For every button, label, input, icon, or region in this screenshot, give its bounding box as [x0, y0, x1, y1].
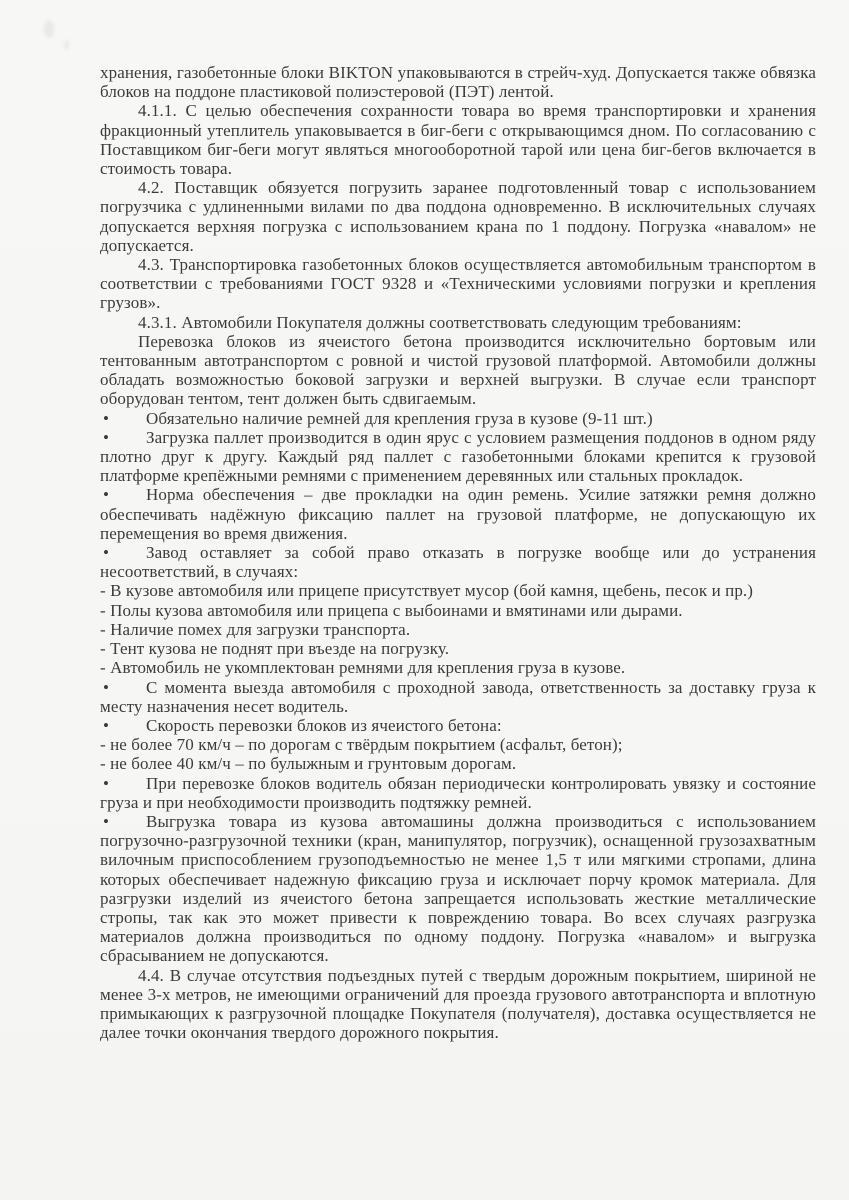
bullet-icon: • — [103, 543, 110, 563]
dash-item: - не более 40 км/ч – по булыжным и грунтовым дорогам. — [100, 754, 517, 774]
bullet-item — [100, 812, 816, 966]
clause-4-3-1: 4.3.1. Автомобили Покупателя должны соответствовать следующим требованиям: — [138, 312, 742, 332]
bullet-icon: • — [103, 408, 110, 428]
dash-item: - Автомобиль не укомплектован ремнями для крепления груза в кузове. — [100, 658, 626, 678]
dash-item: - Наличие помех для загрузки транспорта. — [100, 619, 411, 639]
bullet-item-text: Завод оставляет за собой право отказать в погрузке вообще или до устранения несоответствий, в случаях: — [100, 543, 816, 582]
paragraph-continued: хранения, газобетонные блоки BIKTON упаковываются в стрейч-худ. Допускается также обвязка блоков на поддоне пластиковой полиэстеровой (ПЭТ) лентой. — [100, 63, 816, 102]
scan-smudge — [64, 40, 69, 50]
clause-4-1-1: 4.1.1. С целью обеспечения сохранности товара во время транспортировки и хранения фракционный утеплитель упаковывается в биг-беги с открывающимся дном. По согласованию с Поставщиком биг-беги могут являться многооборотной тарой или цена биг-бегов включается в стоимость товара. — [100, 101, 816, 179]
dash-item: - не более 70 км/ч – по дорогам с твёрдым покрытием (асфальт, бетон); — [100, 735, 623, 755]
bullet-icon: • — [103, 677, 110, 697]
document-body — [100, 63, 816, 1042]
bullet-item-text: С момента выезда автомобиля с проходной завода, ответственность за доставку груза к месту назначения несет водитель. — [100, 677, 816, 716]
scan-smudge — [44, 20, 54, 38]
bullet-item — [100, 774, 816, 812]
bullet-item-text: Норма обеспечения – две прокладки на один ремень. Усилие затяжки ремня должно обеспечивать надёжную фиксацию паллет на грузовой платформе, не допускающую их перемещения во время движения. — [100, 485, 816, 543]
bullet-item-text: При перевозке блоков водитель обязан периодически контролировать увязку и состояние груза и при необходимости производить подтяжку ремней. — [100, 773, 816, 812]
paragraph-transport-requirements: Перевозка блоков из ячеистого бетона производится исключительно бортовым или тентованным автотранспортом с ровной и чистой грузовой платформой. Автомобили должны обладать возможностью боковой загрузки и верхней выгрузки. В случае если транспорт оборудован тентом, тент должен быть сдвигаемым. — [100, 331, 816, 409]
clause-4-4: 4.4. В случае отсутствия подъездных путей с твердым дорожным покрытием, шириной не менее 3-х метров, не имеющими ограничений для проезда грузового автотранспорта и вплотную примыкающих к разгрузочной площадке Покупателя (получателя), доставка осуществляется не далее точки окончания твердого дорожного покрытия. — [100, 965, 816, 1043]
bullet-icon: • — [103, 715, 110, 735]
bullet-item — [100, 485, 816, 543]
bullet-icon: • — [103, 773, 110, 793]
bullet-item — [100, 678, 816, 716]
dash-item: - В кузове автомобиля или прицепе присутствует мусор (бой камня, щебень, песок и пр.) — [100, 581, 754, 601]
dash-item: - Тент кузова не поднят при въезде на погрузку. — [100, 639, 450, 659]
bullet-item — [100, 716, 816, 735]
bullet-item-text: Выгрузка товара из кузова автомашины должна производиться с использованием погрузочно-разгрузочной техники (кран, манипулятор, погрузчик), оснащенной грузозахватным вилочным приспособлением грузоподъемностью не менее 1,5 т или мягкими стропами, длина которых обеспечивает надежную фиксацию груза и исключает порчу кромок материала. Для разгрузки изделий из ячеистого бетона запрещается использовать жесткие металлические стропы, так как это может привести к повреждению товара. Во всех случаях разгрузка материалов должна производиться по одному поддону. Погрузка «навалом» и выгрузка сбрасыванием не допускаются. — [100, 811, 816, 966]
bullet-item-text: Скорость перевозки блоков из ячеистого бетона: — [146, 715, 502, 735]
bullet-item — [100, 543, 816, 581]
bullet-item — [100, 409, 816, 428]
dash-item: - Полы кузова автомобиля или прицепа с выбоинами и вмятинами или дырами. — [100, 600, 683, 620]
bullet-icon: • — [103, 811, 110, 831]
bullet-icon: • — [103, 427, 110, 447]
bullet-item-text: Загрузка паллет производится в один ярус с условием размещения поддонов в одном ряду плотно друг к другу. Каждый ряд паллет с газобетонными блоками крепится к грузовой платформе крепёжными ремнями с применением деревянных или стальных прокладок. — [100, 427, 816, 486]
bullet-icon: • — [103, 485, 110, 505]
clause-4-2: 4.2. Поставщик обязуется погрузить заранее подготовленный товар с использованием погрузчика с удлиненными вилами по два поддона одновременно. В исключительных случаях допускается верхняя погрузка с использованием крана по 1 поддону. Погрузка «навалом» не допускается. — [100, 178, 816, 255]
bullet-item-text: Обязательно наличие ремней для крепления груза в кузове (9-11 шт.) — [146, 408, 653, 428]
clause-4-3: 4.3. Транспортировка газобетонных блоков осуществляется автомобильным транспортом в соответствии с требованиями ГОСТ 9328 и «Техническими условиями погрузки и крепления грузов». — [100, 255, 816, 313]
bullet-item — [100, 428, 816, 486]
